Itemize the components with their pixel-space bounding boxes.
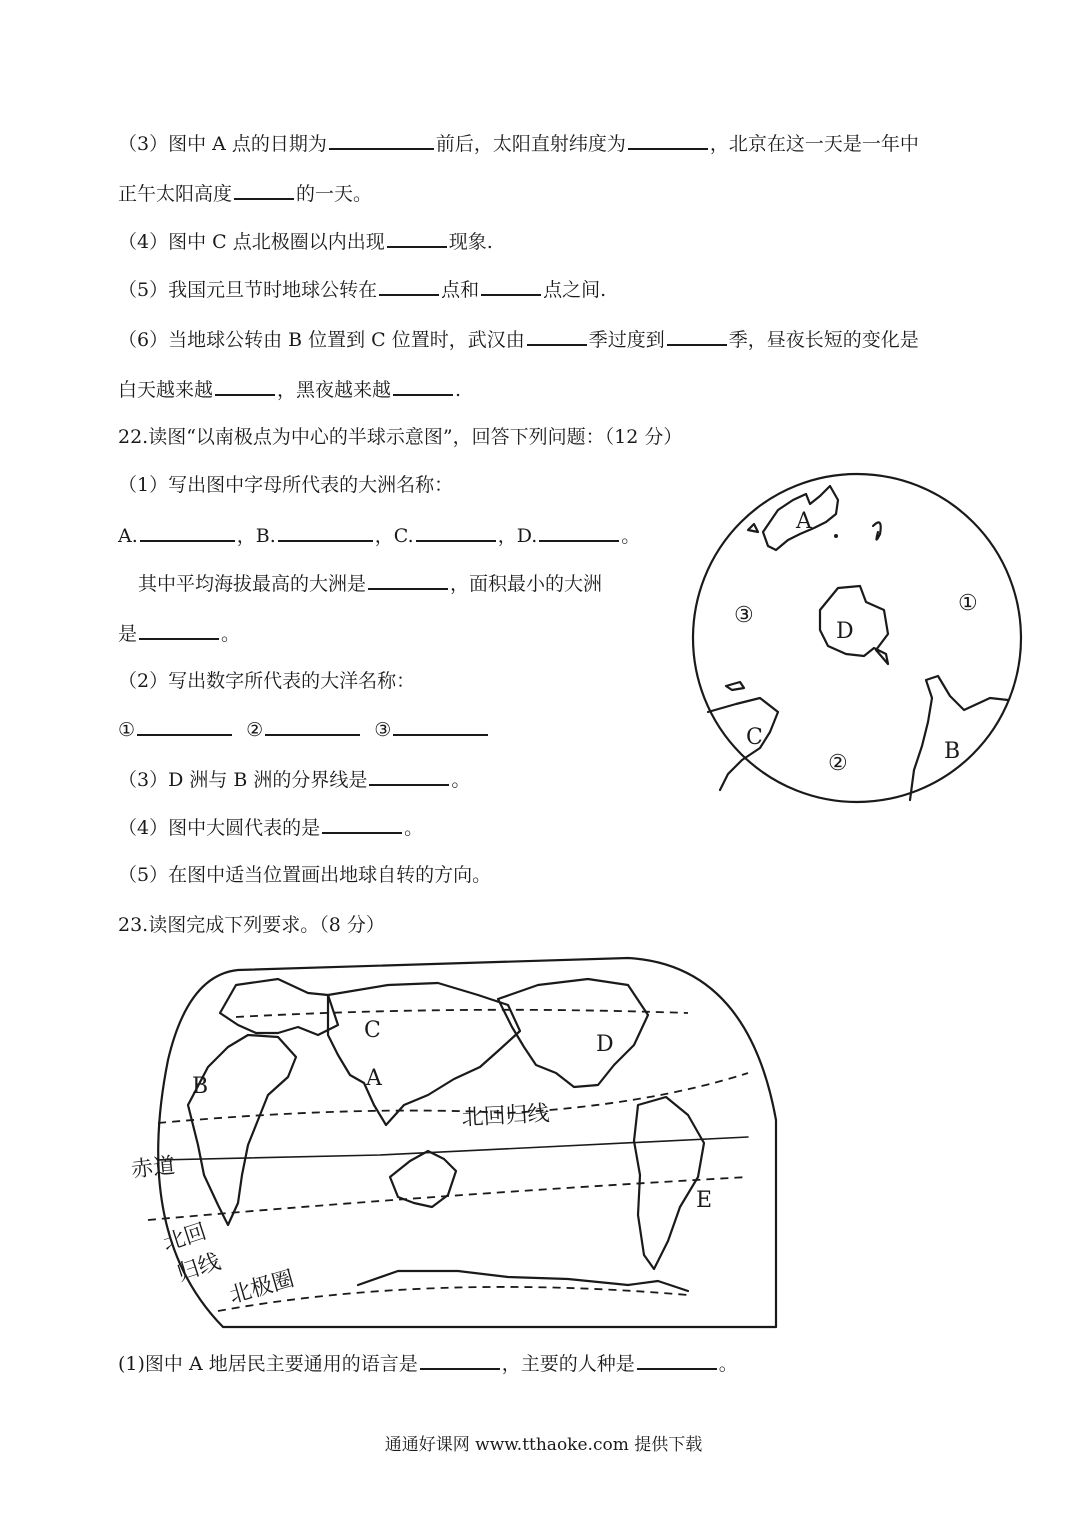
world-map: [128, 955, 780, 1330]
continent-d-outline: [820, 586, 888, 664]
new-zealand-outline: [873, 522, 881, 539]
q23-part1: (1)图中 A 地居民主要通用的语言是 ，主要的人种是 。: [118, 1350, 738, 1377]
answer-blank[interactable]: [265, 716, 360, 736]
answer-blank[interactable]: [387, 228, 447, 248]
africa-outline: [188, 1035, 296, 1225]
ocean-1-label: ①: [958, 591, 978, 616]
europe-outline: [220, 979, 338, 1035]
answer-blank[interactable]: [329, 130, 434, 150]
ocean-2-label: ②: [828, 751, 848, 776]
island-dot: [834, 534, 838, 538]
equator-label: 赤道: [130, 1153, 177, 1183]
answer-blank[interactable]: [637, 1350, 717, 1370]
map-letter-c: C: [364, 1018, 381, 1043]
answer-blank[interactable]: [667, 326, 727, 346]
q23-title: 23.读图完成下列要求。（8 分）: [118, 914, 385, 936]
q21-part6-line2: 白天越来越 ，黑夜越来越 .: [118, 376, 461, 403]
answer-blank[interactable]: [137, 716, 232, 736]
island-outline: [726, 682, 744, 690]
answer-blank[interactable]: [322, 814, 402, 834]
antarctica-outline: [358, 1271, 688, 1291]
answer-blank[interactable]: [539, 522, 619, 542]
answer-blank[interactable]: [393, 716, 488, 736]
q22-part1-highest: 其中平均海拔最高的大洲是 ，面积最小的大洲: [138, 570, 602, 597]
label-b: B: [944, 739, 961, 764]
q22-part4: （4）图中大圆代表的是 。: [118, 814, 423, 841]
answer-blank[interactable]: [278, 522, 373, 542]
answer-blank[interactable]: [139, 620, 219, 640]
answer-blank[interactable]: [527, 326, 587, 346]
answer-blank[interactable]: [234, 180, 294, 200]
q22-part2: （2）写出数字所代表的大洋名称：: [118, 670, 416, 692]
q22-part2-blanks: ① ② ③: [118, 716, 490, 743]
tasmania-outline: [748, 524, 758, 532]
q22-title: 22.读图“以南极点为中心的半球示意图”，回答下列问题：（12 分）: [118, 426, 683, 448]
answer-blank[interactable]: [369, 766, 449, 786]
label-d: D: [836, 619, 854, 644]
answer-blank[interactable]: [393, 376, 453, 396]
ocean-3-label: ③: [734, 603, 754, 628]
south-america-outline: [634, 1097, 704, 1269]
australia-outline: [390, 1151, 456, 1207]
q22-part1: （1）写出图中字母所代表的大洲名称：: [118, 474, 454, 496]
answer-blank[interactable]: [420, 1350, 500, 1370]
answer-blank[interactable]: [481, 276, 541, 296]
continent-b-outline: [910, 676, 1008, 800]
tropic-of-cancer-label: 北回归线: [461, 1101, 551, 1131]
q21-part5: （5）我国元旦节时地球公转在 点和 点之间.: [118, 276, 606, 303]
south-polar-hemisphere-map: [688, 470, 1028, 810]
q21-part3-line1: （3）图中 A 点的日期为 前后，太阳直射纬度为 ，北京在这一天是一年中: [118, 130, 919, 157]
q22-part3: （3）D 洲与 B 洲的分界线是 。: [118, 766, 470, 793]
q22-part1-smallest: 是 。: [118, 620, 240, 647]
answer-blank[interactable]: [379, 276, 439, 296]
label-c: C: [746, 725, 763, 750]
answer-blank[interactable]: [628, 130, 708, 150]
arctic-circle-line: [236, 1010, 688, 1017]
q21-part3-line2: 正午太阳高度 的一天。: [118, 180, 372, 207]
q21-part6-line1: （6）当地球公转由 B 位置到 C 位置时，武汉由 季过度到 季，昼夜长短的变化是: [118, 326, 919, 353]
q22-part1-blanks: A. ，B. ，C. ，D. 。: [118, 522, 640, 549]
label-a: A: [796, 509, 812, 534]
answer-blank[interactable]: [368, 570, 448, 590]
tropic-label-left-2: 归线: [174, 1249, 224, 1287]
answer-blank[interactable]: [140, 522, 235, 542]
map-letter-d: D: [596, 1032, 614, 1057]
page-footer: 通通好课网 www.tthaoke.com 提供下载: [384, 1435, 703, 1455]
map-letter-b: B: [192, 1074, 209, 1099]
q21-part4: （4）图中 C 点北极圈以内出现 现象.: [118, 228, 493, 255]
map-letter-a: A: [366, 1066, 382, 1091]
arctic-circle-label: 北极圈: [226, 1266, 298, 1309]
answer-blank[interactable]: [416, 522, 496, 542]
tropic-label-left-1: 北回: [160, 1219, 210, 1257]
answer-blank[interactable]: [215, 376, 275, 396]
q22-part5: （5）在图中适当位置画出地球自转的方向。: [118, 864, 492, 886]
hemisphere-circle: [693, 474, 1021, 802]
north-america-outline: [498, 979, 648, 1087]
map-letter-e: E: [696, 1188, 713, 1213]
